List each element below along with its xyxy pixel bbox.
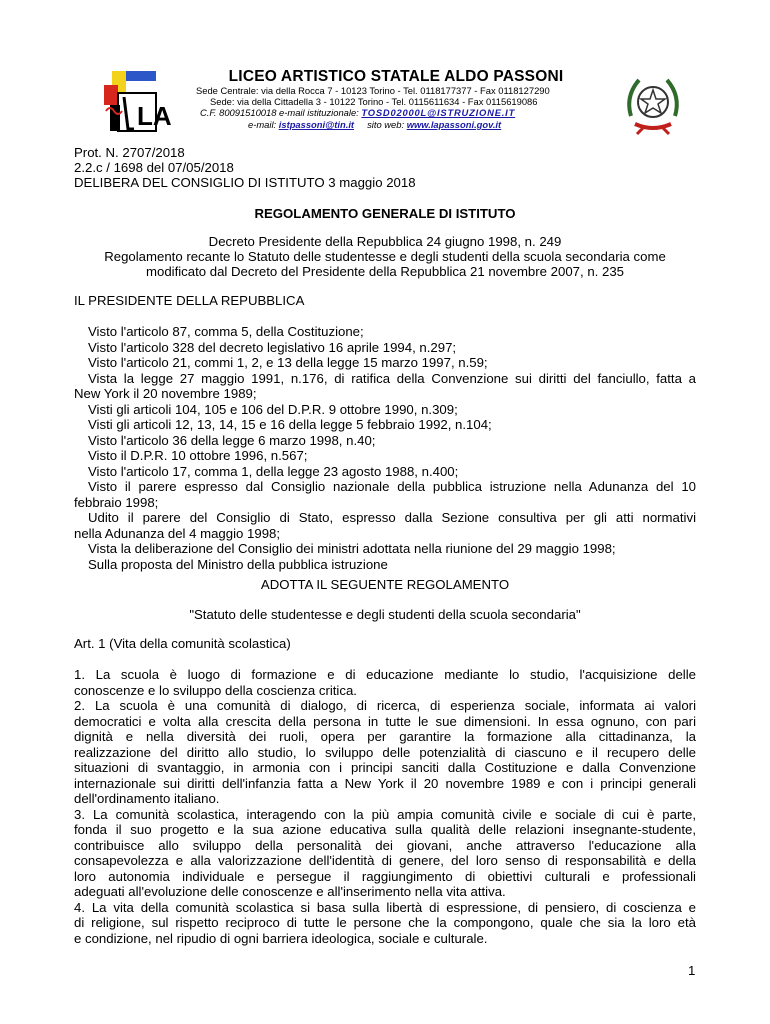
- visti-list: [74, 324, 696, 572]
- article-line: dell'ordinamento italiano.: [74, 791, 220, 806]
- article-line: adeguati all'evoluzione delle conoscenze e all'inserimento nella vita attiva.: [74, 884, 506, 899]
- article-line: 4. La vita della comunità scolastica si basa sulla libertà di espressione, di pensiero, di coscienza e: [74, 899, 696, 915]
- school-logo: [104, 71, 172, 133]
- article-line: internazionale sui diritti dell'infanzia fatta a New York il 20 novembre 1989 e con i principi generali: [74, 775, 696, 791]
- article-line: democratici e volta alla crescita della persona in tutte le sue dimensioni. In essa ognuno, con pari: [74, 713, 696, 729]
- visti-line: Vista la deliberazione del Consiglio dei ministri adottata nella riunione del 29 maggio 1998;: [88, 541, 616, 556]
- header-address-main: Sede Centrale: via della Rocca 7 - 10123 Torino - Tel. 0118177377 - Fax 0118127290: [196, 85, 550, 96]
- article-line: contribuisce allo sviluppo della personalità dei giovani, anche attraverso l'educazione alla: [74, 837, 696, 853]
- visti-line: Visto l'articolo 21, commi 1, 2, e 13 della legge 15 marzo 1997, n.59;: [88, 355, 488, 370]
- article-line: conoscenze e lo sviluppo della coscienza critica.: [74, 682, 357, 698]
- protocol-number: Prot. N. 2707/2018: [74, 145, 185, 160]
- protocol-reference: 2.2.c / 1698 del 07/05/2018: [74, 160, 234, 175]
- page-number: 1: [688, 963, 696, 978]
- delibera-line: DELIBERA DEL CONSIGLIO DI ISTITUTO 3 maggio 2018: [74, 175, 416, 190]
- article-line: fonda il suo progetto e la sua azione educativa sulla qualità delle relazioni insegnante-studente,: [74, 822, 696, 837]
- decree-line-2: Regolamento recante lo Statuto delle studentesse e degli studenti della scuola secondaria come: [104, 249, 666, 264]
- school-name: LICEO ARTISTICO STATALE ALDO PASSONI: [228, 68, 564, 85]
- article-1-body: [74, 667, 696, 946]
- email-label: e-mail:: [248, 119, 277, 130]
- visti-line: Visti gli articoli 12, 13, 14, 15 e 16 della legge 5 febbraio 1992, n.104;: [88, 417, 492, 432]
- decree-line-3: modificato dal Decreto del Presidente della Repubblica 21 novembre 2007, n. 235: [146, 264, 624, 279]
- republic-emblem-icon: [621, 72, 685, 136]
- header-contact-line: [248, 119, 501, 130]
- article-line: loro autonomia individuale e persegue il raggiungimento di obiettivi culturali e professionali: [74, 868, 696, 884]
- article-line: di religione, sul rispetto reciproco di tutte le persone che la compongono, quale che sia la loro età: [74, 915, 696, 930]
- visti-line: Visti gli articoli 104, 105 e 106 del D.P.R. 9 ottobre 1990, n.309;: [88, 401, 458, 417]
- logo-text: LA: [137, 101, 172, 131]
- visti-line: febbraio 1998;: [74, 494, 159, 510]
- visti-line: New York il 20 novembre 1989;: [74, 386, 257, 401]
- statuto-title: "Statuto delle studentesse e degli studenti della scuola secondaria": [189, 607, 581, 622]
- article-line: situazioni di svantaggio, in armonia con i principi sanciti dalla Costituzione e dalla Convenzione: [74, 760, 696, 775]
- article-line: e condizione, nel ripudio di ogni barriera ideologica, sociale e culturale.: [74, 930, 488, 946]
- visti-line: Udito il parere del Consiglio di Stato, espresso dalla Sezione consultiva per gli atti normativi: [88, 510, 696, 525]
- president-heading: IL PRESIDENTE DELLA REPUBBLICA: [74, 293, 305, 308]
- visti-line: Vista la legge 27 maggio 1991, n.176, di ratifica della Convenzione sui diritti del fanciullo, fatta a: [88, 370, 696, 386]
- visti-line: Visto il parere espresso dal Consiglio nazionale della pubblica istruzione nella Adunanza del 10: [88, 479, 696, 494]
- article-line: 3. La comunità scolastica, interagendo con la più ampia comunità civile e sociale di cui è parte,: [74, 806, 696, 822]
- header-address-secondary: Sede: via della Cittadella 3 - 10122 Torino - Tel. 0115611634 - Fax 0115619086: [210, 96, 538, 107]
- visti-line: nella Adunanza del 4 maggio 1998;: [74, 525, 281, 541]
- article-line: 2. La scuola è una comunità di dialogo, di ricerca, di esperienza sociale, informata ai valori: [74, 698, 696, 713]
- article-line: realizzazione del diritto allo studio, lo sviluppo delle potenzialità di ciascuno e il recupero delle: [74, 744, 696, 760]
- article-1-title: Art. 1 (Vita della comunità scolastica): [74, 636, 291, 651]
- visti-line: Visto l'articolo 36 della legge 6 marzo 1998, n.40;: [88, 432, 376, 448]
- visti-line: Visto l'articolo 87, comma 5, della Costituzione;: [88, 324, 364, 339]
- visti-line: Visto l'articolo 328 del decreto legislativo 16 aprile 1994, n.297;: [88, 339, 457, 355]
- header-cf-label: C.F. 80091510018 e-mail istituzionale:: [200, 107, 359, 118]
- visti-line: Visto l'articolo 17, comma 1, della legge 23 agosto 1988, n.400;: [88, 463, 459, 479]
- website-label: sito web:: [367, 119, 405, 130]
- visti-line: Sulla proposta del Ministro della pubblica istruzione: [88, 556, 388, 572]
- document-title: REGOLAMENTO GENERALE DI ISTITUTO: [254, 206, 516, 221]
- visti-line: Visto il D.P.R. 10 ottobre 1996, n.567;: [88, 448, 308, 463]
- article-line: dignità e nella diversità dei ruoli, opera per garantire la formazione alla cittadinanza, la: [74, 729, 696, 744]
- decree-line-1: Decreto Presidente della Repubblica 24 giugno 1998, n. 249: [208, 234, 562, 249]
- website-link[interactable]: www.lapassoni.gov.it: [406, 119, 502, 130]
- adotta-heading: ADOTTA IL SEGUENTE REGOLAMENTO: [260, 577, 510, 592]
- header-fiscal-line: [200, 107, 515, 118]
- article-line: 1. La scuola è luogo di formazione e di educazione mediante lo studio, l'acquisizione delle: [74, 667, 696, 682]
- institutional-email-link[interactable]: TOSD02000L@ISTRUZIONE.IT: [361, 107, 516, 118]
- email-link[interactable]: istpassoni@tin.it: [278, 119, 355, 130]
- article-line: consapevolezza e alla valorizzazione dell'identità di genere, del loro senso di responsabilità e della: [74, 853, 696, 868]
